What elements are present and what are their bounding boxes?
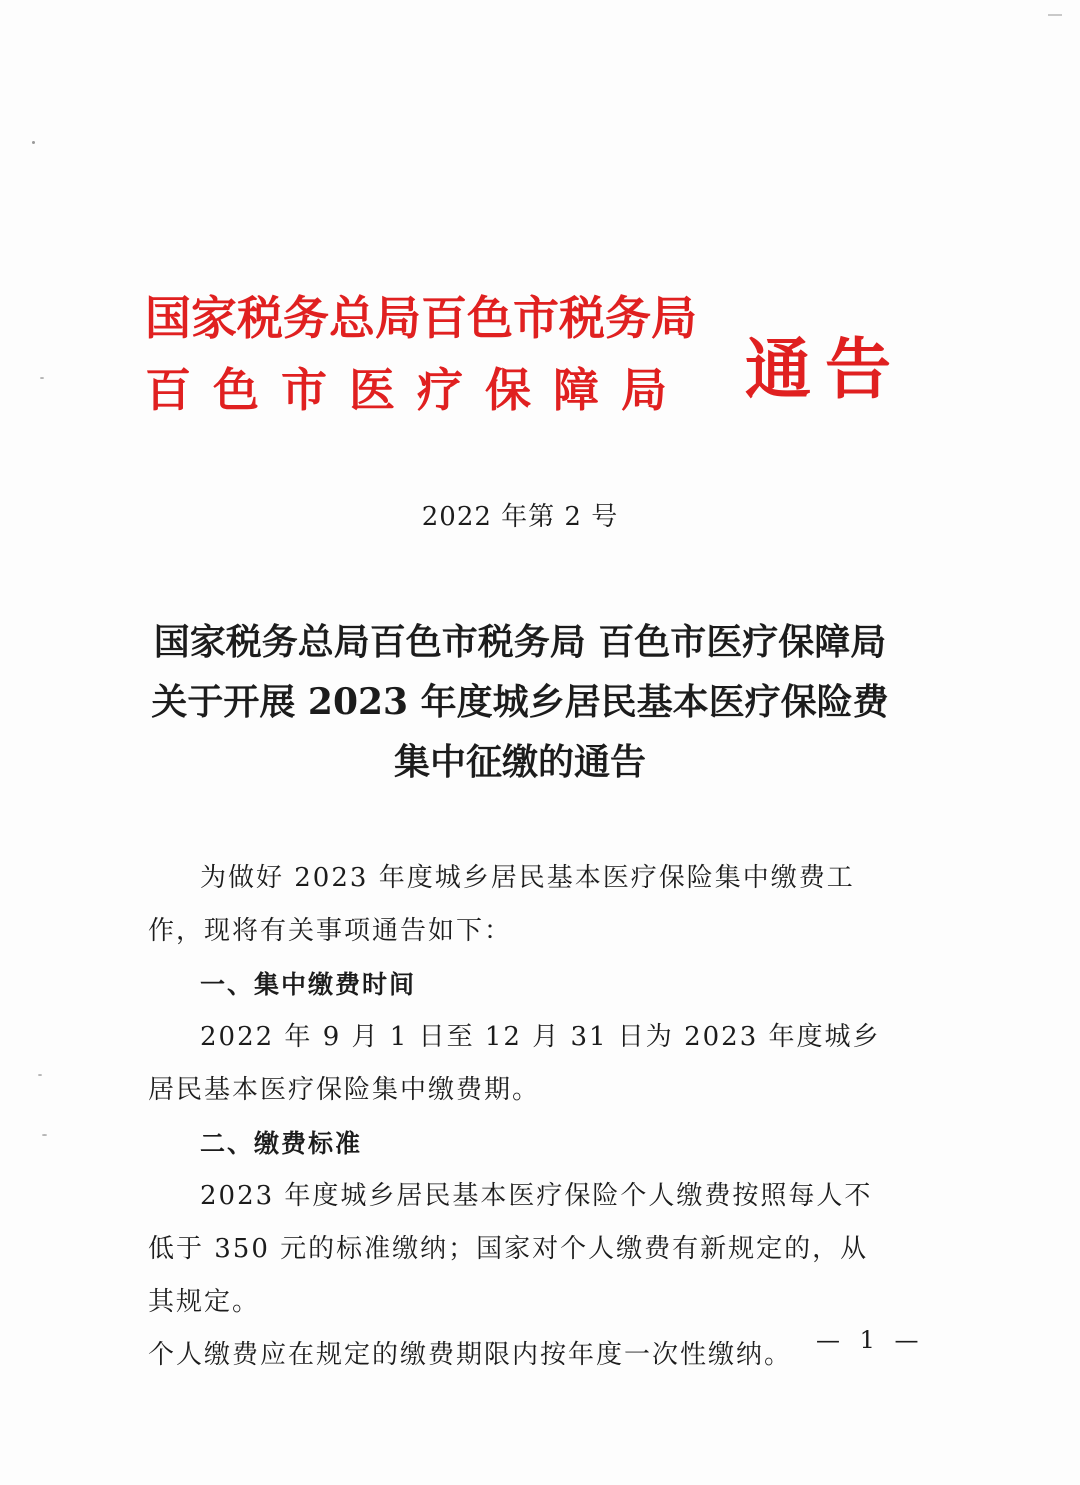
document-title bbox=[80, 612, 960, 792]
red-letterhead bbox=[145, 282, 905, 432]
document-number: 2022 年第 2 号 bbox=[421, 502, 619, 532]
section-2-heading: 二、缴费标准 bbox=[200, 1129, 363, 1158]
scan-speck bbox=[42, 1134, 47, 1136]
letterhead-org-tax-bureau: 国家税务总局百色市税务局 bbox=[145, 291, 697, 345]
intro-paragraph: 为做好 2023 年度城乡居民基本医疗保险集中缴费工作，现将有关事项通告如下： bbox=[148, 863, 855, 946]
section-2-paragraph: 2023 年度城乡居民基本医疗保险个人缴费按照每人不低于 350 元的标准缴纳；国家对个人缴费有新规定的，从其规定。 bbox=[148, 1181, 873, 1317]
scan-speck bbox=[1048, 14, 1062, 16]
letterhead-notice-word: 通告 bbox=[745, 330, 905, 408]
section-1-paragraph: 2022 年 9 月 1 日至 12 月 31 日为 2023 年度城乡居民基本医疗保险集中缴费期。 bbox=[148, 1022, 881, 1105]
section-1-heading: 一、集中缴费时间 bbox=[200, 970, 417, 999]
letterhead-org-medical-security-bureau: 百色市医疗保障局 bbox=[145, 363, 689, 417]
page-number: — 1 — bbox=[816, 1326, 925, 1354]
scan-speck bbox=[32, 141, 35, 144]
document-body bbox=[148, 852, 890, 1382]
title-line-2: 关于开展 2023 年度城乡居民基本医疗保险费 bbox=[151, 681, 889, 723]
title-line-3: 集中征缴的通告 bbox=[393, 741, 646, 783]
scan-speck bbox=[40, 377, 44, 379]
section-2-paragraph-continued: 个人缴费应在规定的缴费期限内按年度一次性缴纳。 bbox=[148, 1340, 793, 1370]
scan-speck bbox=[38, 1074, 42, 1076]
title-line-1: 国家税务总局百色市税务局 百色市医疗保障局 bbox=[153, 621, 887, 663]
